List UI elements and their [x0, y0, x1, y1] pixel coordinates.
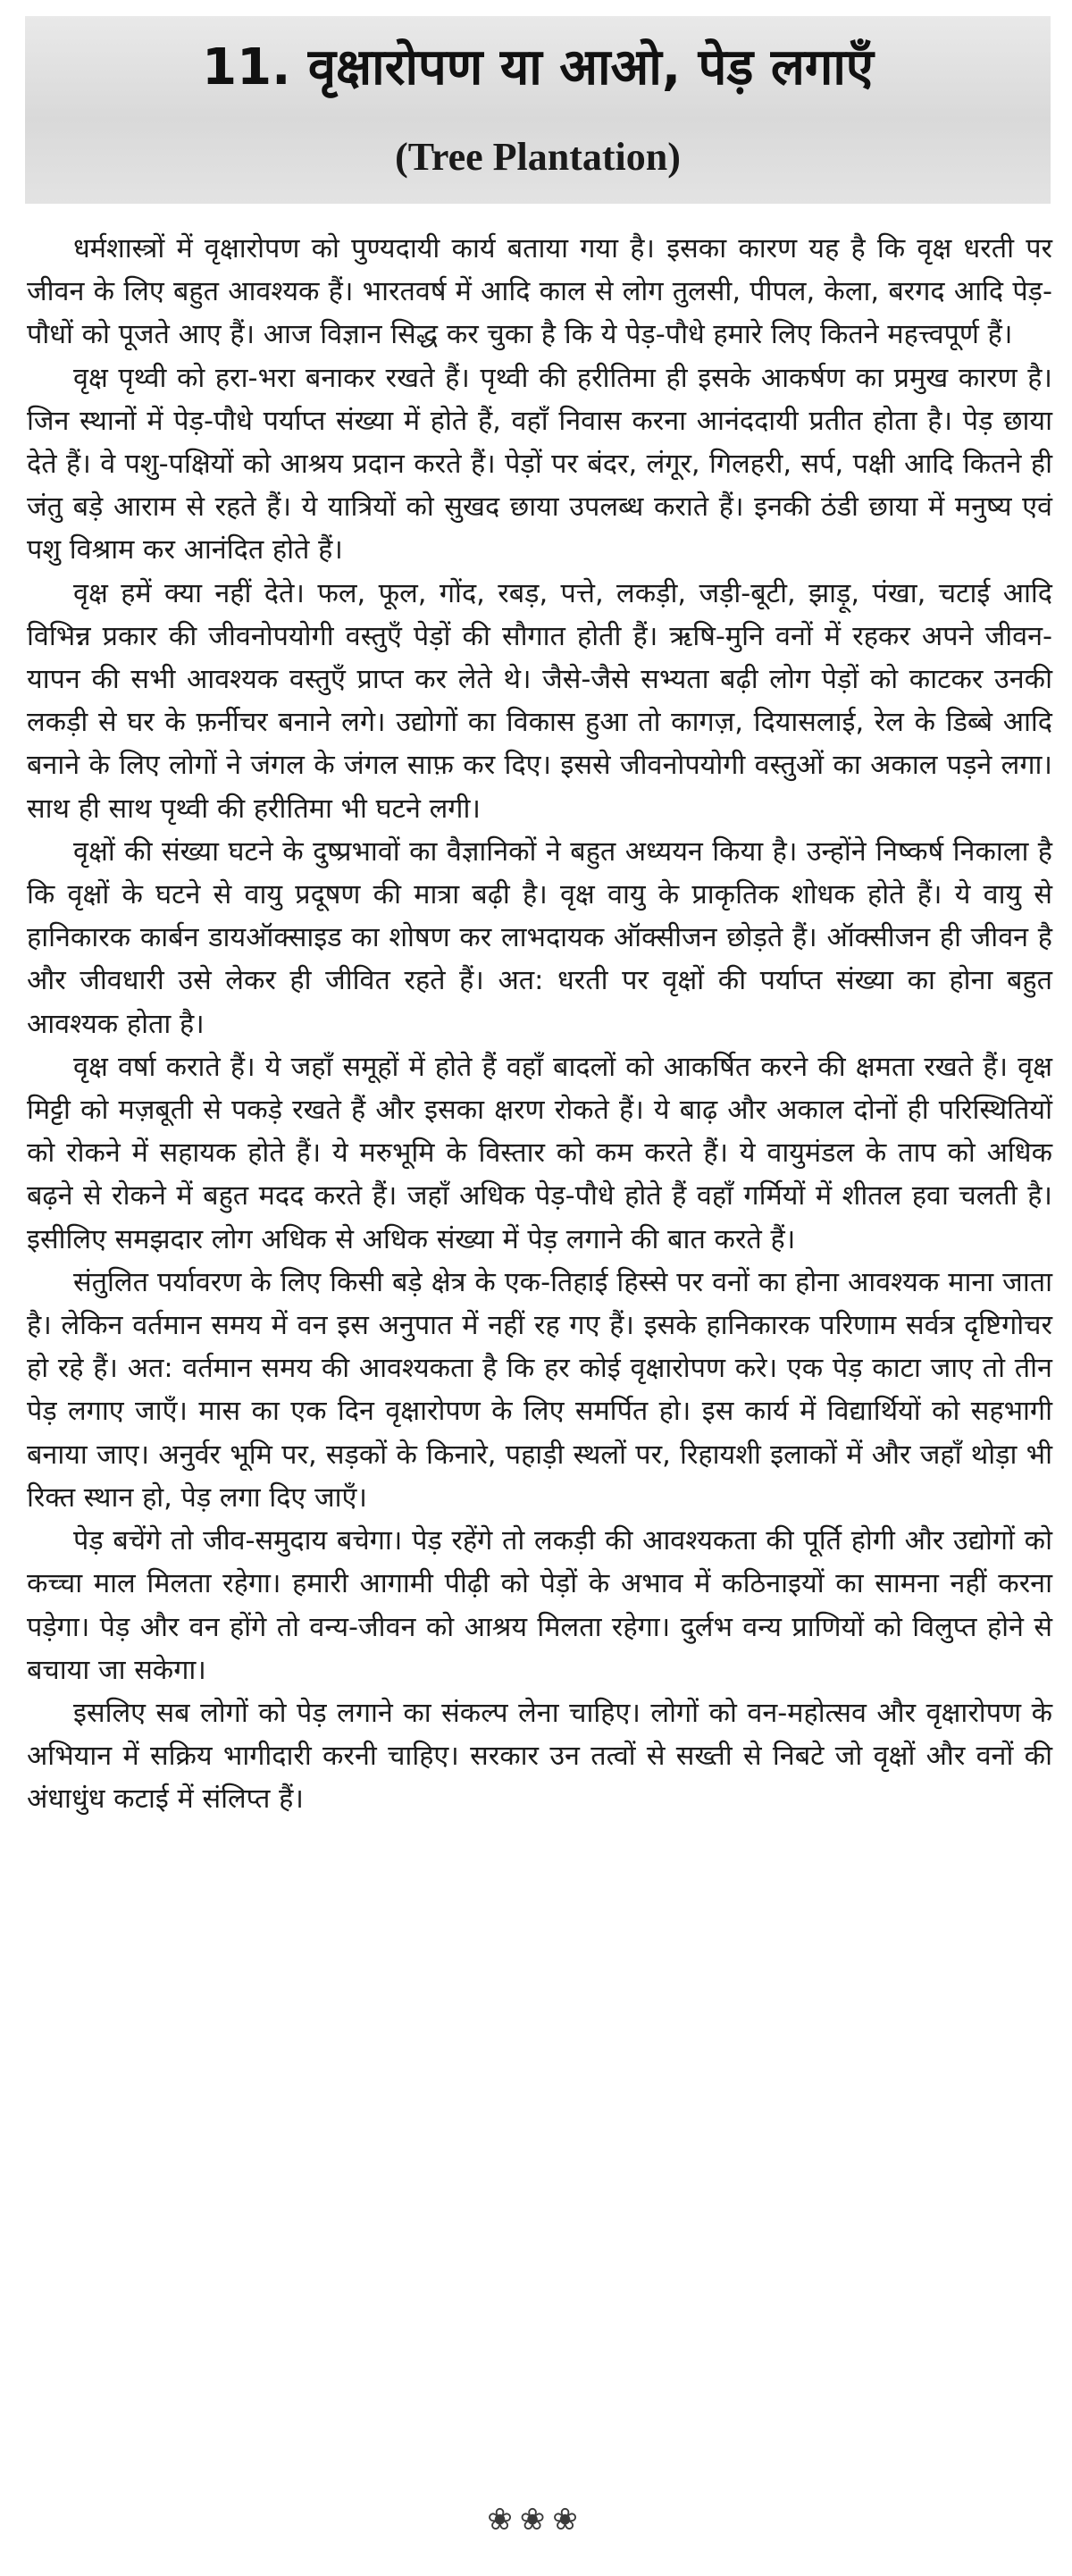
page-title: 11. वृक्षारोपण या आओ, पेड़ लगाएँ: [202, 38, 874, 96]
paragraph-2: वृक्ष पृथ्वी को हरा-भरा बनाकर रखते हैं। पृथ्वी की हरीतिमा ही इसके आकर्षण का प्रमुख कारण है। जिन स्थानों में पेड़-पौधे पर्याप्त संख्या में होते हैं, वहाँ निवास करना आनंददायी प्रतीत होता है। पेड़ छाया देते हैं। वे पशु-पक्षियों को आश्रय प्रदान करते हैं। पेड़ों पर बंदर, लंगूर, गिलहरी, सर्प, पक्षी आदि कितने ही जंतु बड़े आराम से रहते हैं। ये यात्रियों को सुखद छाया उपलब्ध कराते हैं। इनकी ठंडी छाया में मनुष्य एवं पशु विश्राम कर आनंदित होते हैं।: [27, 362, 1052, 566]
paragraph-8: इसलिए सब लोगों को पेड़ लगाने का संकल्प लेना चाहिए। लोगों को वन-महोत्सव और वृक्षारोपण के अभियान में सक्रिय भागीदारी करनी चाहिए। सरकार उन तत्वों से सख्ती से निबटे जो वृक्षों और वनों की अंधाधुंध कटाई में संलिप्त हैं।: [27, 1697, 1052, 1816]
paragraph-4: वृक्षों की संख्या घटने के दुष्प्रभावों का वैज्ञानिकों ने बहुत अध्ययन किया है। उन्होंने निष्कर्ष निकाला है कि वृक्षों के घटने से वायु प्रदूषण की मात्रा बढ़ी है। वृक्ष वायु के प्राकृतिक शोधक होते हैं। ये वायु से हानिकारक कार्बन डायऑक्साइड का शोषण कर लाभदायक ऑक्सीजन छोड़ते हैं। ऑक्सीजन ही जीवन है और जीवधारी उसे लेकर ही जीवित रहते हैं। अत: धरती पर वृक्षों की पर्याप्त संख्या का होना बहुत आवश्यक होता है।: [27, 835, 1052, 1040]
essay-body: [27, 228, 1052, 1822]
flower-ornament-icon: ❀❀❀: [487, 2502, 585, 2538]
paragraph-1: धर्मशास्त्रों में वृक्षारोपण को पुण्यदायी कार्य बताया गया है। इसका कारण यह है कि वृक्ष धरती पर जीवन के लिए बहुत आवश्यक हैं। भारतवर्ष में आदि काल से लोग तुलसी, पीपल, केला, बरगद आदि पेड़-पौधों को पूजते आए हैं। आज विज्ञान सिद्ध कर चुका है कि ये पेड़-पौधे हमारे लिए कितने महत्त्वपूर्ण हैं।: [27, 233, 1052, 351]
paragraph-7: पेड़ बचेंगे तो जीव-समुदाय बचेगा। पेड़ रहेंगे तो लकड़ी की आवश्यकता की पूर्ति होगी और उद्योगों को कच्चा माल मिलता रहेगा। हमारी आगामी पीढ़ी को पेड़ों के अभाव में कठिनाइयों का सामना नहीं करना पड़ेगा। पेड़ और वन होंगे तो वन्य-जीवन को आश्रय मिलता रहेगा। दुर्लभ वन्य प्राणियों को विलुप्त होने से बचाया जा सकेगा।: [27, 1525, 1052, 1686]
paragraph-3: वृक्ष हमें क्या नहीं देते। फल, फूल, गोंद, रबड़, पत्ते, लकड़ी, जड़ी-बूटी, झाड़ू, पंखा, चटाई आदि विभिन्न प्रकार की जीवनोपयोगी वस्तुएँ पेड़ों की सौगात होती हैं। ऋषि-मुनि वनों में रहकर अपने जीवन-यापन की सभी आवश्यक वस्तुएँ प्राप्त कर लेते थे। जैसे-जैसे सभ्यता बढ़ी लोग पेड़ों को काटकर उनकी लकड़ी से घर के फ़र्नीचर बनाने लगे। उद्योगों का विकास हुआ तो कागज़, दियासलाई, रेल के डिब्बे आदि बनाने के लिए लोगों ने जंगल के जंगल साफ़ कर दिए। इससे जीवनोपयोगी वस्तुओं का अकाल पड़ने लगा। साथ ही साथ पृथ्वी की हरीतिमा भी घटने लगी।: [27, 577, 1052, 825]
page-subtitle: (Tree Plantation): [395, 135, 681, 179]
paragraph-5: वृक्ष वर्षा कराते हैं। ये जहाँ समूहों में होते हैं वहाँ बादलों को आकर्षित करने की क्षमता रखते हैं। वृक्ष मिट्टी को मज़बूती से पकड़े रखते हैं और इसका क्षरण रोकते हैं। ये बाढ़ और अकाल दोनों ही परिस्थितियों को रोकने में सहायक होते हैं। ये मरुभूमि के विस्तार को कम करते हैं। ये वायुमंडल के ताप को अधिक बढ़ने से रोकने में बहुत मदद करते हैं। जहाँ अधिक पेड़-पौधे होते हैं वहाँ गर्मियों में शीतल हवा चलती है। इसीलिए समझदार लोग अधिक से अधिक संख्या में पेड़ लगाने की बात करते हैं।: [27, 1051, 1052, 1255]
paragraph-6: संतुलित पर्यावरण के लिए किसी बड़े क्षेत्र के एक-तिहाई हिस्से पर वनों का होना आवश्यक माना जाता है। लेकिन वर्तमान समय में वन इस अनुपात में नहीं रह गए हैं। इसके हानिकारक परिणाम सर्वत्र दृष्टिगोचर हो रहे हैं। अत: वर्तमान समय की आवश्यकता है कि हर कोई वृक्षारोपण करे। एक पेड़ काटा जाए तो तीन पेड़ लगाए जाएँ। मास का एक दिन वृक्षारोपण के लिए समर्पित हो। इस कार्य में विद्यार्थियों को सहभागी बनाया जाए। अनुर्वर भूमि पर, सड़कों के किनारे, पहाड़ी स्थलों पर, रिहायशी इलाकों में और जहाँ थोड़ा भी रिक्त स्थान हो, पेड़ लगा दिए जाएँ।: [27, 1266, 1052, 1514]
